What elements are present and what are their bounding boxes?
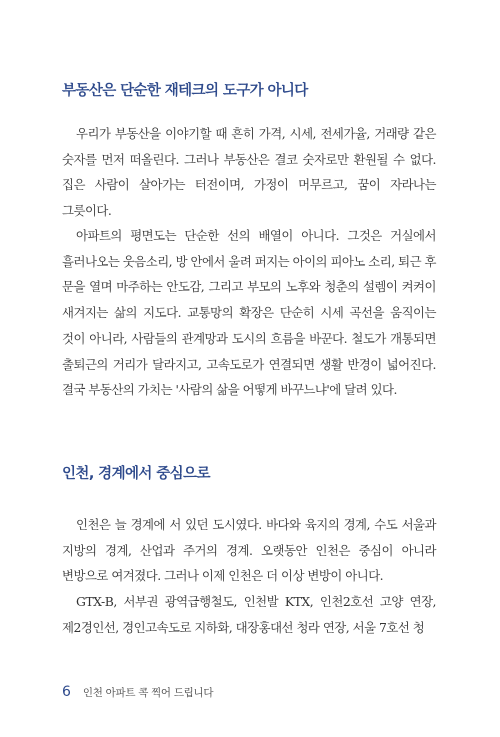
page-number: 6 — [62, 684, 71, 700]
section-heading: 인천, 경계에서 중심으로 — [62, 466, 210, 482]
body-paragraph: 아파트의 평면도는 단순한 선의 배열이 아니다. 그것은 거실에서 흘러나오는 웃음소리, 방 안에서 울려 퍼지는 아이의 피아노 소리, 퇴근 후 문을 열며 마주하는 안도감, 그리고 부모의 노후와 청춘의 설렘이 켜켜이 새겨지는 삶의 지도다. 교통망의 확장은 단순히 시세 곡선을 움직이는 것이 아니라, 사람들의 관계망과 도시의 흐름을 바꾼다. 철도가 개통되면 출퇴근의 거리가 달라지고, 고속도로가 연결되면 생활 반경이 넓어진다. 결국 부동산의 가치는 '사람의 삶을 어떻게 바꾸느냐'에 달려 있다. — [62, 228, 436, 398]
body-paragraph: 우리가 부동산을 이야기할 때 흔히 가격, 시세, 전세가율, 거래량 같은 숫자를 먼저 떠올린다. 그러나 부동산은 결코 숫자로만 환원될 수 없다. 집은 사람이 살아가는 터전이며, 가정이 머무르고, 꿈이 자라나는 그릇이다. — [62, 126, 436, 219]
body-paragraph: 인천은 늘 경계에 서 있던 도시였다. 바다와 육지의 경계, 수도 서울과 지방의 경계, 산업과 주거의 경계. 오랫동안 인천은 중심이 아니라 변방으로 여겨졌다. 그러나 이제 인천은 더 이상 변방이 아니다. — [62, 517, 436, 584]
section-heading: 부동산은 단순한 재테크의 도구가 아니다 — [62, 83, 308, 99]
page-footer — [62, 684, 213, 700]
body-paragraph: GTX-B, 서부권 광역급행철도, 인천발 KTX, 인천2호선 고양 연장, 제2경인선, 경인고속도로 지하화, 대장홍대선 청라 연장, 서울 7호선 청 — [62, 594, 436, 635]
book-title: 인천 아파트 콕 찍어 드립니다 — [82, 687, 214, 699]
